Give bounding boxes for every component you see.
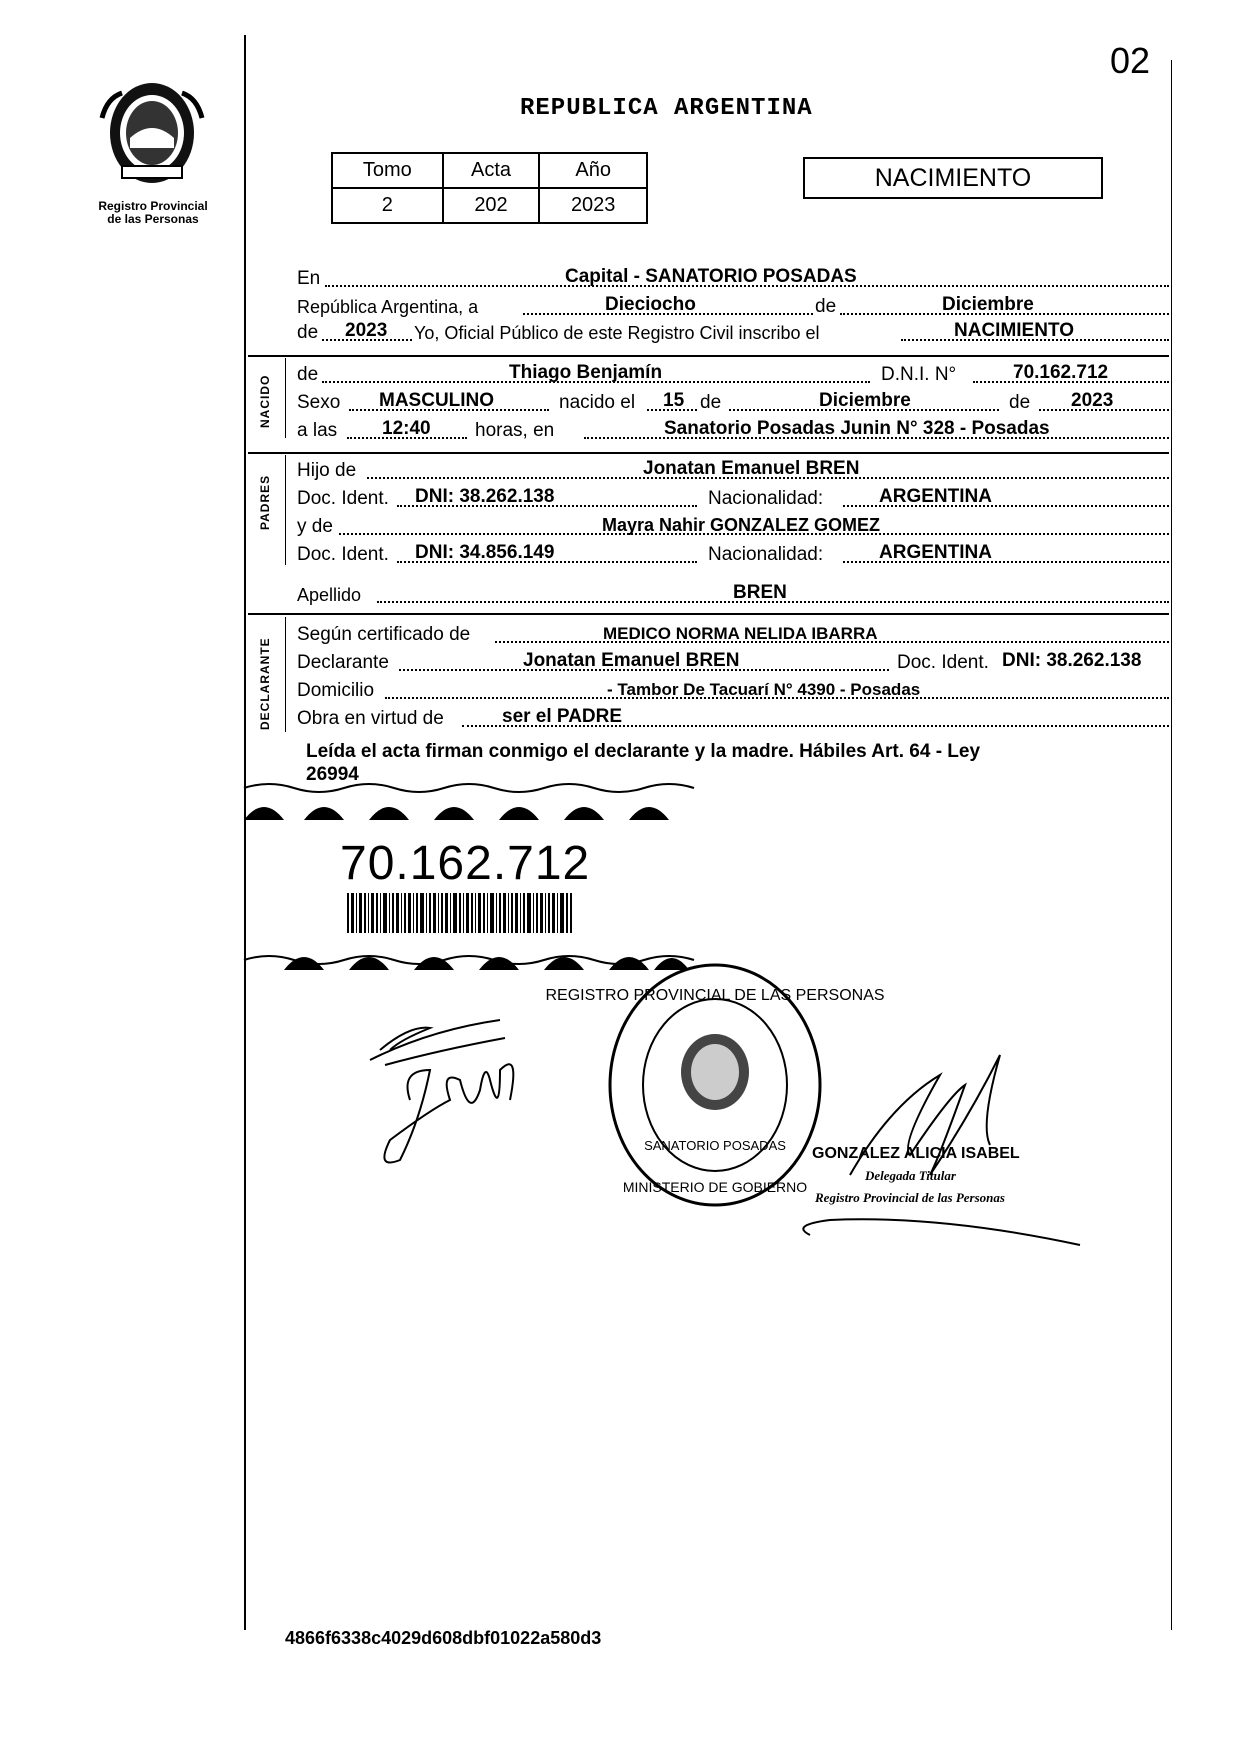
closing-note-line2: 26994 bbox=[306, 764, 359, 785]
mother-name: Mayra Nahir GONZALEZ GOMEZ bbox=[602, 515, 881, 535]
row-declarante bbox=[297, 646, 1169, 674]
father-nationality: ARGENTINA bbox=[879, 486, 992, 507]
stamp-inner-text: SANATORIO POSADAS bbox=[644, 1138, 786, 1153]
tomo-value: 2 bbox=[332, 188, 443, 223]
child-name: Thiago Benjamín bbox=[509, 362, 663, 383]
provincial-logo bbox=[92, 78, 212, 188]
declarant-signature bbox=[370, 990, 570, 1190]
month-value: Diciembre bbox=[942, 294, 1034, 315]
acta-header: Acta bbox=[443, 153, 540, 188]
horas-label: horas, en bbox=[475, 420, 555, 441]
right-margin-line bbox=[1171, 60, 1172, 1630]
anio-header: Año bbox=[539, 153, 647, 188]
birth-place: Sanatorio Posadas Junin N° 328 - Posadas bbox=[664, 418, 1050, 439]
nacido-el-label: nacido el bbox=[559, 392, 636, 413]
year-value: 2023 bbox=[345, 320, 388, 341]
declarante-divider bbox=[285, 617, 286, 732]
certificado-value: MEDICO NORMA NELIDA IBARRA bbox=[603, 624, 878, 643]
row-madre-doc bbox=[297, 538, 1169, 566]
official-name: GONZALEZ ALICIA ISABEL bbox=[812, 1145, 1020, 1162]
nacido-side-label: NACIDO bbox=[258, 374, 272, 428]
dni-label: D.N.I. N° bbox=[881, 364, 957, 385]
left-margin-line bbox=[244, 35, 246, 1630]
country-title: REPUBLICA ARGENTINA bbox=[520, 95, 813, 122]
obra-label: Obra en virtud de bbox=[297, 708, 444, 729]
de-label: de bbox=[297, 322, 319, 343]
acta-value: 202 bbox=[443, 188, 540, 223]
de-label: de bbox=[815, 296, 837, 317]
domicilio-value: - Tambor De Tacuarí N° 4390 - Posadas bbox=[607, 680, 921, 699]
declarante-doc: DNI: 38.262.138 bbox=[1002, 650, 1142, 671]
de-label: de bbox=[1009, 392, 1031, 413]
y-de-label: y de bbox=[297, 516, 333, 537]
birth-time: 12:40 bbox=[382, 418, 431, 439]
sexo-value: MASCULINO bbox=[379, 390, 495, 411]
record-table-values bbox=[332, 188, 647, 223]
row-apellido bbox=[297, 578, 1169, 606]
page-number: 02 bbox=[1110, 40, 1151, 81]
tomo-header: Tomo bbox=[332, 153, 443, 188]
nacionalidad-label: Nacionalidad: bbox=[708, 488, 824, 509]
place-value: Capital - SANATORIO POSADAS bbox=[565, 266, 857, 287]
declarante-side-label: DECLARANTE bbox=[258, 637, 272, 730]
sexo-label: Sexo bbox=[297, 392, 341, 413]
record-type-box: NACIMIENTO bbox=[803, 157, 1103, 199]
padres-side-label: PADRES bbox=[258, 474, 272, 530]
doc-ident-label: Doc. Ident. bbox=[297, 544, 389, 565]
barcode bbox=[347, 893, 572, 933]
row-certificado bbox=[297, 618, 1169, 646]
apellido-value: BREN bbox=[733, 582, 787, 603]
row-republica bbox=[297, 290, 1169, 318]
row-padre-doc bbox=[297, 482, 1169, 510]
stamp-bottom-text: MINISTERIO DE GOBIERNO bbox=[622, 1179, 808, 1195]
domicilio-label: Domicilio bbox=[297, 680, 375, 701]
row-madre bbox=[297, 510, 1169, 538]
signature-icon bbox=[370, 990, 570, 1190]
document-hash: 4866f6338c4029d608dbf01022a580d3 bbox=[285, 1628, 602, 1648]
de-label: de bbox=[700, 392, 722, 413]
logo-caption-line2: de las Personas bbox=[107, 212, 199, 226]
birth-month: Diciembre bbox=[819, 390, 911, 411]
act-value: NACIMIENTO bbox=[954, 320, 1074, 341]
mother-nationality: ARGENTINA bbox=[879, 542, 992, 563]
separator bbox=[248, 613, 1169, 615]
row-nacido-name bbox=[297, 358, 1169, 386]
row-obra bbox=[297, 702, 1169, 730]
birth-year: 2023 bbox=[1071, 390, 1114, 411]
security-pattern-top bbox=[244, 780, 694, 820]
official-org: Registro Provincial de las Personas bbox=[815, 1190, 1005, 1205]
separator bbox=[248, 355, 1169, 357]
obra-value: ser el PADRE bbox=[502, 706, 623, 727]
nacionalidad-label: Nacionalidad: bbox=[708, 544, 824, 565]
stamp-top-text: REGISTRO PROVINCIAL DE LAS PERSONAS bbox=[545, 987, 885, 1004]
mother-doc: DNI: 34.856.149 bbox=[415, 542, 555, 563]
logo-caption-line1: Registro Provincial bbox=[98, 199, 208, 213]
father-name: Jonatan Emanuel BREN bbox=[643, 458, 860, 479]
record-table bbox=[331, 152, 648, 224]
father-doc: DNI: 38.262.138 bbox=[415, 486, 555, 507]
en-label: En bbox=[297, 268, 321, 289]
misiones-seal-icon bbox=[92, 78, 212, 188]
barcode-icon bbox=[347, 893, 572, 933]
de-label: de bbox=[297, 364, 319, 385]
row-domicilio bbox=[297, 674, 1169, 702]
day-value: Dieciocho bbox=[605, 294, 696, 315]
a-las-label: a las bbox=[297, 420, 338, 441]
barcode-number: 70.162.712 bbox=[340, 837, 591, 890]
logo-caption bbox=[78, 200, 228, 226]
row-en bbox=[297, 262, 1169, 290]
birth-day: 15 bbox=[663, 390, 685, 411]
row-year bbox=[297, 316, 1169, 344]
official-title: Delegada Titular bbox=[865, 1168, 956, 1183]
closing-note-line1: Leída el acta firman conmigo el declarante y la madre. Hábiles Art. 64 - Ley bbox=[306, 741, 981, 762]
republica-label: República Argentina, a bbox=[297, 297, 479, 317]
record-table-header bbox=[332, 153, 647, 188]
doc-ident-label: Doc. Ident. bbox=[897, 652, 989, 673]
certificado-label: Según certificado de bbox=[297, 624, 471, 645]
row-nacido-sexo bbox=[297, 386, 1169, 414]
child-dni: 70.162.712 bbox=[1013, 362, 1109, 383]
yo-text: Yo, Oficial Público de este Registro Civil inscribo el bbox=[414, 323, 820, 343]
hijo-de-label: Hijo de bbox=[297, 460, 357, 481]
anio-value: 2023 bbox=[539, 188, 647, 223]
security-wave-icon bbox=[244, 780, 694, 820]
declarante-name: Jonatan Emanuel BREN bbox=[523, 650, 740, 671]
declarante-label: Declarante bbox=[297, 652, 389, 673]
row-padre bbox=[297, 454, 1169, 482]
doc-ident-label: Doc. Ident. bbox=[297, 488, 389, 509]
padres-divider bbox=[285, 455, 286, 565]
apellido-label: Apellido bbox=[297, 585, 362, 605]
nacido-divider bbox=[285, 358, 286, 438]
row-nacido-hora bbox=[297, 414, 1169, 442]
